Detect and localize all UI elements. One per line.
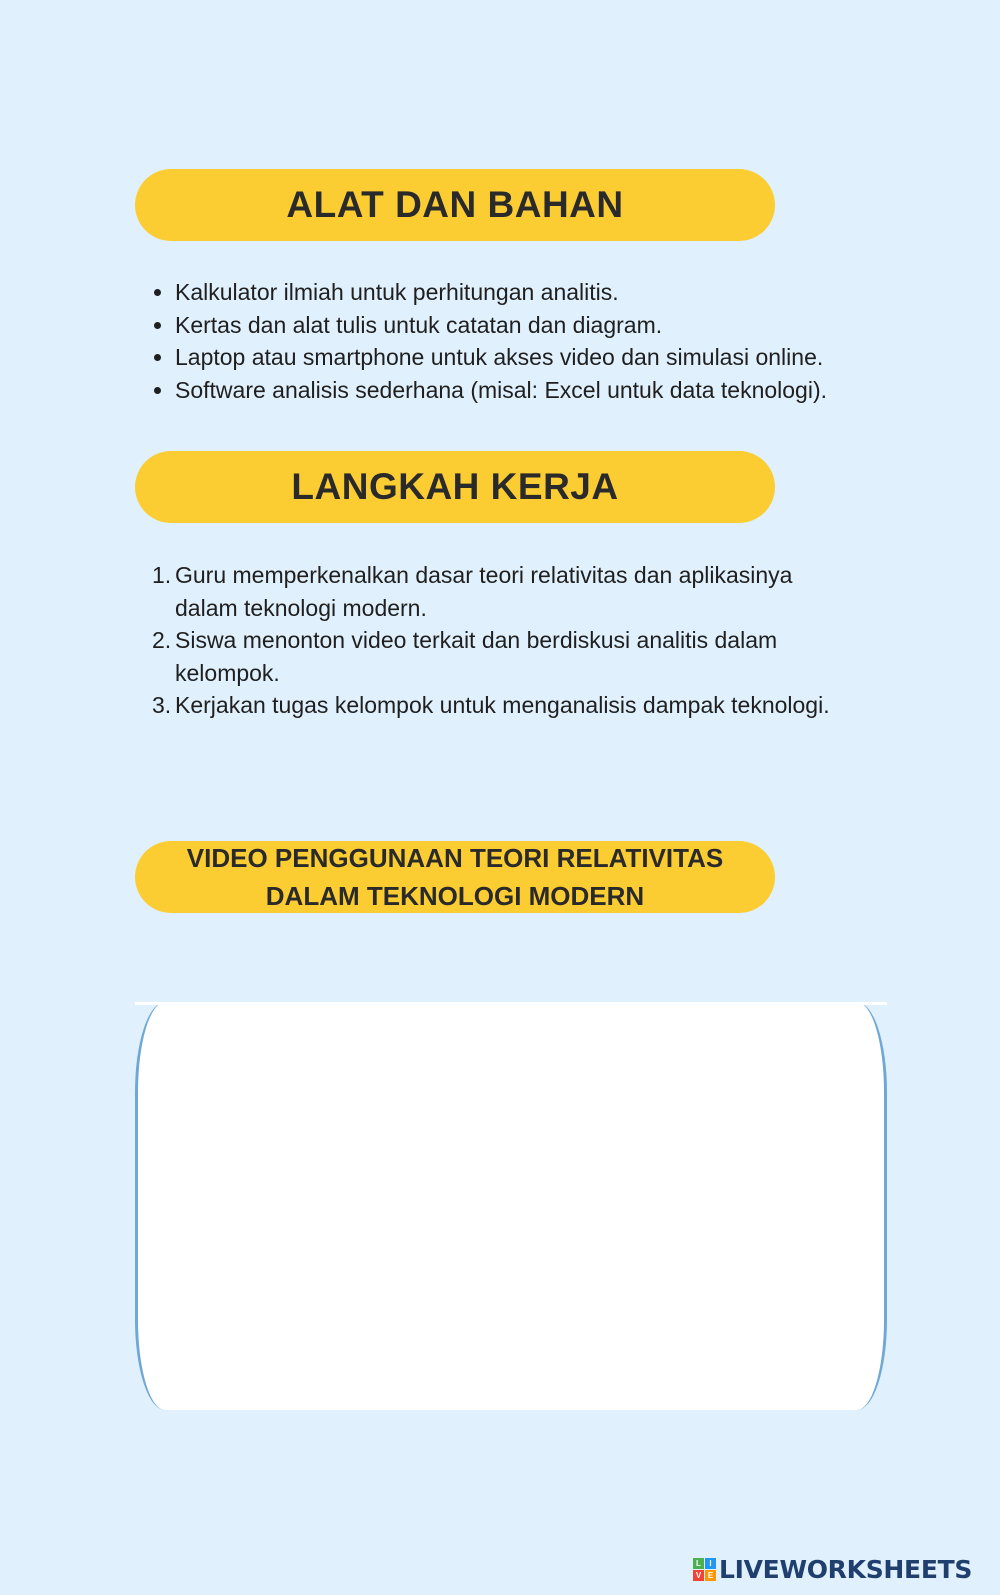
video-heading-line1: VIDEO PENGGUNAAN TEORI RELATIVITAS <box>186 843 724 873</box>
step-number: 3. <box>152 692 172 718</box>
steps-heading <box>135 451 775 523</box>
materials-heading-text: ALAT DAN BAHAN <box>286 184 624 225</box>
steps-heading-text: LANGKAH KERJA <box>291 466 619 507</box>
logo-letter: L <box>693 1558 704 1569</box>
step-text: Guru memperkenalkan dasar teori relativitas dan aplikasinya dalam teknologi modern. <box>175 562 793 621</box>
steps-list <box>152 559 852 722</box>
liveworksheets-logo-icon <box>693 1558 716 1581</box>
list-item: Kalkulator ilmiah untuk perhitungan analitis. <box>152 276 827 309</box>
step-text: Kerjakan tugas kelompok untuk menganalisis dampak teknologi. <box>175 692 830 718</box>
list-item <box>152 689 852 722</box>
materials-list <box>152 276 827 406</box>
video-heading <box>135 841 775 913</box>
materials-heading <box>135 169 775 241</box>
video-heading-line2: DALAM TEKNOLOGI MODERN <box>265 881 645 911</box>
logo-letter: E <box>705 1570 716 1581</box>
logo-letter: I <box>705 1558 716 1569</box>
list-item: Kertas dan alat tulis untuk catatan dan diagram. <box>152 309 827 342</box>
list-item: Software analisis sederhana (misal: Excel untuk data teknologi). <box>152 374 827 407</box>
liveworksheets-logo <box>693 1553 972 1585</box>
brand-name: LIVEWORKSHEETS <box>719 1554 973 1584</box>
list-item <box>152 559 852 624</box>
step-text: Siswa menonton video terkait dan berdiskusi analitis dalam kelompok. <box>175 627 778 686</box>
list-item: Laptop atau smartphone untuk akses video dan simulasi online. <box>152 341 827 374</box>
step-number: 2. <box>152 627 172 653</box>
step-number: 1. <box>152 562 172 588</box>
logo-letter: V <box>693 1570 704 1581</box>
list-item <box>152 624 852 689</box>
video-player[interactable] <box>135 1002 887 1410</box>
